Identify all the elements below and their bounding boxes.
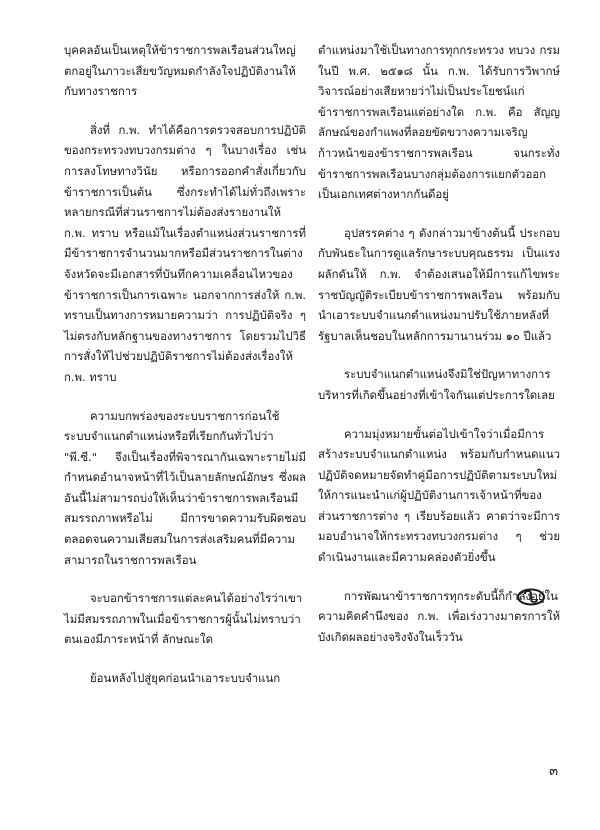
left-paragraph-1: บุคคลอันเป็นเหตุให้ข้าราชการพลเรือนส่วนใหญ่ตกอยู่ในภาวะเสียขวัญหมดกำลังใจปฏิบัติงานให้กับทางราชการ [64,43,296,99]
right-paragraph-5: การพัฒนาข้าราชการทุกระดับนี้ก็กำลังอยู่ในความคิดคำนึงของ ก.พ. เพื่อเร่งวางมาตรการให้บังเกิดผลอย่างจริงจังในเร็ววัน [318,588,560,644]
right-paragraph-1: ตำแหน่งมาใช้เป็นทางการทุกกระทรวง ทบวง กรม ในปี พ.ศ. ๒๕๑๘ นั้น ก.พ. ได้รับการวิพากษ์วิจารณ์อย่างเสียหายว่าไม่เป็นประโยชน์แก่ข้าราชการพลเรือนแต่อย่างใด ก.พ. คือ สัญญลักษณ์ของกำแพงที่ลอยขัดขวางความเจริญก้าวหน้าของข้าราชการพลเรือน จนกระทั่งข้าราชการพลเรือนบางกลุ่มต้องการแยกตัวออกเป็นเอกเทศต่างหากกันดีอยู่ [318,43,560,202]
left-paragraph-2: สิ่งที่ ก.พ. ทำได้คือการตรวจสอบการปฏิบัติของกระทรวงทบวงกรมต่าง ๆ ในบางเรื่อง เช่น การลงโทษทางวินัย หรือการออกคำสั่งเกี่ยวกับข้าราชการเป็นต้น ซึ่งกระทำได้ไม่ทั่วถึงเพราะหลายกรณีที่ส่วนราชการไม่ต้องส่งรายงานให้ ก.พ. ทราบ หรือแม้ในเรื่องตำแหน่งส่วนราชการที่มีข้าราชการจำนวนมากหรือมีส่วนราชการในต่างจังหวัดจะมีเอกสารที่บันทึกความเคลื่อนไหวของข้าราชการเป็นการเฉพาะ นอกจากการส่งให้ ก.พ. ทราบเป็นทางการหมายความว่า การปฏิบัติจริง ๆ ไม่ตรงกับหลักฐานของทางราชการ โดยรวมไปวิธีการสั่งให้ไปช่วยปฏิบัติราชการไม่ต้องส่งเรื่องให้ ก.พ. ทราบ [64,122,306,384]
closing-paragraph-row [318,586,560,648]
page-number: ๓ [549,764,558,779]
left-paragraph-4: จะบอกข้าราชการแต่ละคนได้อย่างไรว่าเขาไม่มีสมรรถภาพในเมื่อข้าราชการผู้นั้นไม่ทราบว่าตนเองมีภาระหน้าที่ ลักษณะใด [64,591,303,647]
right-paragraph-2: อุปสรรคต่าง ๆ ดังกล่าวมาข้างต้นนี้ ประกอบกับพันธะในการดูแลรักษาระบบคุณธรรม เป็นแรงผลักดันให้ ก.พ. จำต้องเสนอให้มีการแก้ไขพระราชบัญญัติระเบียบข้าราชการพลเรือน พร้อมกับนำเอาระบบจำแนกตำแหน่งมาปรับใช้ภายหลังที่รัฐบาลเห็นชอบในหลักการมานานร่วม ๑๐ ปีแล้ว [318,225,560,343]
right-column [318,40,560,647]
right-paragraph-4: ความมุ่งหมายขั้นต่อไปเข้าใจว่าเมื่อมีการสร้างระบบจำแนกตำแหน่ง พร้อมกับกำหนดแนวปฏิบัติจดหมายจัดทำคู่มือการปฏิบัติตามระบบใหม่ให้การแนะนำแก่ผู้ปฏิบัติงานการเจ้าหน้าที่ของส่วนราชการต่าง ๆ เรียบร้อยแล้ว คาดว่าจะมีการมอบอำนาจให้กระทรวงทบวงกรมต่าง ๆ ช่วยดำเนินงานและมีความคล่องตัวยิ่งขึ้น [318,426,560,565]
left-paragraph-5: ย้อนหลังไปสู่ยุคก่อนนำเอาระบบจำแนก [90,671,281,686]
end-mark-icon [516,588,546,606]
left-column [64,40,306,689]
left-paragraph-3: ความบกพร่องของระบบราชการก่อนใช้ระบบจำแนกตำแหน่งหรือที่เรียกกันทั่วไปว่า "พี.ซี." จึงเป็นเรื่องที่พิจารณากันเฉพาะรายไม่มีกำหนดอำนาจหน้าที่ไว้เป็นลายลักษณ์อักษร ซึ่งผลอันนี้ไม่สามารถบ่งให้เห็นว่าข้าราชการพลเรือนมีสมรรถภาพหรือไม่ มีการขาดความรับผิดชอบ ตลอดจนความเสียสมในการส่งเสริมคนที่มีความสามารถในราชการพลเรือน [64,408,306,567]
right-paragraph-3: ระบบจำแนกตำแหน่งจึงมิใช่ปัญหาทางการบริหารที่เกิดขึ้นอย่างที่เข้าใจกันแต่ประการใดเลย [318,367,555,402]
